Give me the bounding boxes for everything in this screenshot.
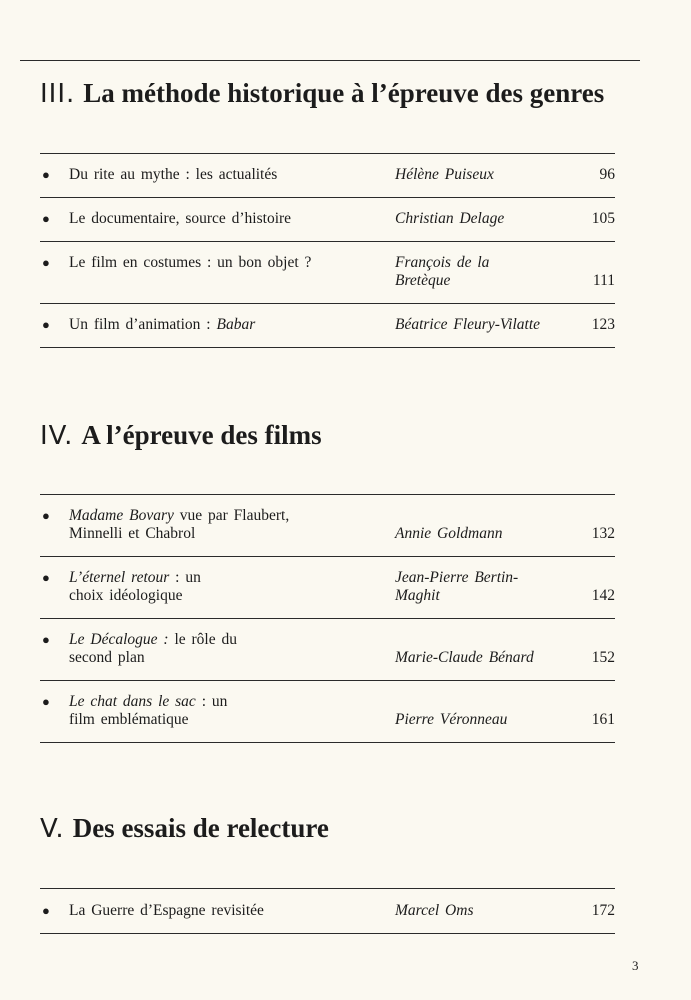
section-heading	[40, 78, 604, 109]
bullet: ●	[42, 903, 50, 918]
section-heading	[40, 420, 322, 451]
divider	[40, 742, 615, 743]
entry-title	[69, 166, 369, 184]
bullet: ●	[42, 317, 50, 332]
title-part: Le film en costumes : un bon objet ?	[69, 254, 312, 271]
bullet: ●	[42, 167, 50, 182]
title-part: Du rite au mythe : les actualités	[69, 166, 278, 183]
divider	[40, 556, 615, 557]
bullet: ●	[42, 570, 50, 585]
entry-page: 172	[591, 902, 615, 919]
entry-title	[69, 693, 249, 729]
section-heading	[40, 813, 329, 844]
entry-page: 105	[591, 210, 615, 227]
bullet: ●	[42, 211, 50, 226]
entry-title	[69, 902, 369, 920]
entry-author: Marcel Oms	[395, 902, 474, 919]
divider	[40, 680, 615, 681]
entry-title	[69, 316, 369, 334]
divider	[40, 347, 615, 348]
section-title: La méthode historique à l’épreuve des genres	[83, 78, 605, 108]
top-rule	[20, 60, 640, 61]
entry-title	[69, 631, 249, 667]
entry-author: Pierre Véronneau	[395, 711, 508, 728]
entry-author: Béatrice Fleury-Vilatte	[395, 316, 541, 333]
entry-author: Marie-Claude Bénard	[395, 649, 534, 666]
title-part-italic: Babar	[216, 316, 256, 333]
entry-title	[69, 569, 239, 605]
title-part-italic: Madame Bovary	[69, 507, 174, 524]
page-number: 3	[632, 958, 639, 973]
title-part: La Guerre d’Espagne revisitée	[69, 902, 264, 919]
title-part: vue par Flaubert, Minnelli et Chabrol	[69, 507, 290, 542]
entry-page: 132	[591, 525, 615, 542]
divider	[40, 241, 615, 242]
divider	[40, 933, 615, 934]
divider	[40, 494, 615, 495]
entry-author: Hélène Puiseux	[395, 166, 494, 183]
bullet: ●	[42, 255, 50, 270]
entry-title	[69, 507, 344, 543]
entry-page: 111	[592, 272, 615, 289]
section-numeral: IV.	[40, 421, 74, 451]
bullet: ●	[42, 694, 50, 709]
divider	[40, 153, 615, 154]
entry-author: François de la Bretèque	[395, 254, 490, 289]
entry-page: 123	[591, 316, 615, 333]
title-part: Un film d’animation :	[69, 316, 217, 333]
title-part: : un choix idéologique	[69, 569, 201, 604]
section-numeral: V.	[40, 814, 65, 844]
bullet: ●	[42, 508, 50, 523]
entry-title	[69, 254, 369, 272]
divider	[40, 303, 615, 304]
entry-author: Christian Delage	[395, 210, 505, 227]
title-part: Le documentaire, source d’histoire	[69, 210, 292, 227]
entry-author: Annie Goldmann	[395, 525, 503, 542]
entry-page: 152	[591, 649, 615, 666]
title-part: le rôle du second plan	[69, 631, 237, 666]
title-part: : un film emblématique	[69, 693, 228, 728]
title-part-italic: Le Décalogue :	[69, 631, 169, 648]
entry-page: 96	[599, 166, 615, 183]
entry-title	[69, 210, 369, 228]
divider	[40, 888, 615, 889]
entry-page: 161	[591, 711, 615, 728]
divider	[40, 618, 615, 619]
bullet: ●	[42, 632, 50, 647]
section-numeral: III.	[40, 79, 76, 109]
title-part-italic: Le chat dans le sac	[69, 693, 196, 710]
section-title: Des essais de relecture	[72, 813, 329, 843]
entry-page: 142	[591, 587, 615, 604]
section-title: A l’épreuve des films	[81, 420, 322, 450]
divider	[40, 197, 615, 198]
title-part-italic: L’éternel retour	[69, 569, 170, 586]
entry-author: Jean-Pierre Bertin-Maghit	[395, 569, 519, 604]
